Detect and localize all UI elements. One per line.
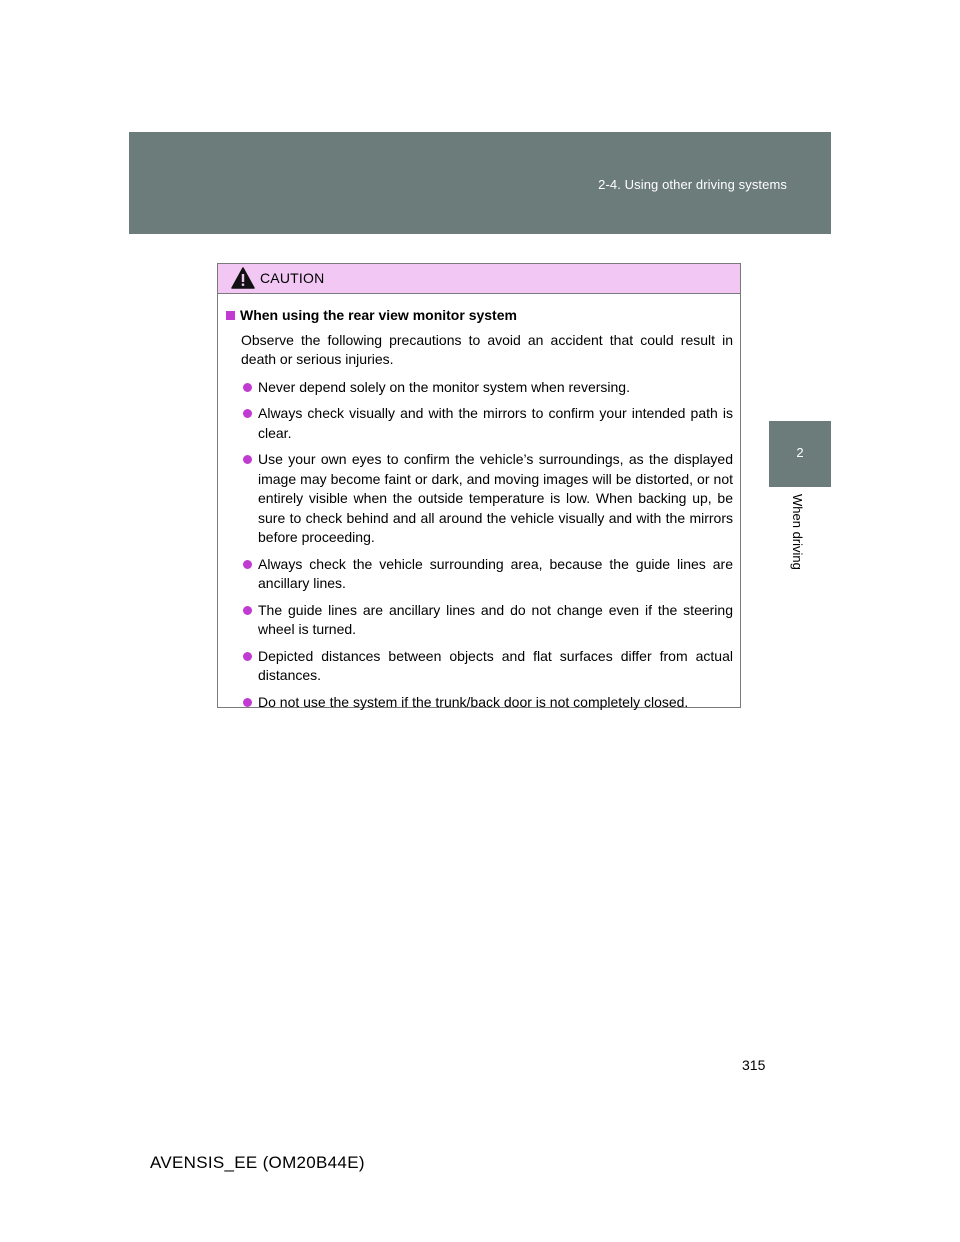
caution-header xyxy=(218,264,740,294)
header-band xyxy=(129,132,831,234)
list-item xyxy=(241,378,733,398)
section-title: 2-4. Using other driving systems xyxy=(598,177,787,192)
bullet-dot-icon xyxy=(243,383,252,392)
chapter-number: 2 xyxy=(796,445,804,460)
page-number: 315 xyxy=(742,1057,766,1073)
list-item-text: Always check visually and with the mirrors to confirm your intended path is clear. xyxy=(258,405,733,441)
list-item xyxy=(241,601,733,640)
list-item xyxy=(241,450,733,548)
bullet-dot-icon xyxy=(243,606,252,615)
chapter-label: When driving xyxy=(790,494,805,570)
chapter-tab xyxy=(769,421,831,487)
list-item-text: Depicted distances between objects and flat surfaces differ from actual distances. xyxy=(258,647,733,683)
list-item-text: Do not use the system if the trunk/back door is not completely closed. xyxy=(258,693,689,710)
bullet-dot-icon xyxy=(243,560,252,569)
intro-text: Observe the following precautions to avoid an accident that could result in death or serious injuries. xyxy=(241,331,733,367)
caution-title: CAUTION xyxy=(260,270,325,286)
bullet-dot-icon xyxy=(243,455,252,464)
manual-code: AVENSIS_EE (OM20B44E) xyxy=(150,1153,365,1172)
caution-body xyxy=(218,294,740,712)
list-item-text: Never depend solely on the monitor system when reversing. xyxy=(258,378,630,395)
caution-box xyxy=(217,263,741,708)
bullet-dot-icon xyxy=(243,698,252,707)
list-item xyxy=(241,555,733,594)
list-item xyxy=(241,404,733,443)
list-item-text: The guide lines are ancillary lines and do not change even if the steering wheel is turned. xyxy=(258,601,733,637)
list-item xyxy=(241,647,733,686)
square-bullet-icon xyxy=(226,311,235,320)
precaution-list xyxy=(226,378,733,713)
bullet-dot-icon xyxy=(243,652,252,661)
section-heading xyxy=(226,306,733,326)
warning-triangle-icon xyxy=(231,267,255,289)
list-item-text: Use your own eyes to confirm the vehicle’s surroundings, as the displayed image may become faint or dark, and moving images will be distorted, or not entirely visible when the outside temperature is low. When backing up, be sure to check behind and all around the vehicle visually and with the mirrors before proceeding. xyxy=(258,451,733,545)
list-item xyxy=(241,693,733,713)
bullet-dot-icon xyxy=(243,409,252,418)
list-item-text: Always check the vehicle surrounding area, because the guide lines are ancillary lines. xyxy=(258,555,733,591)
section-heading-text: When using the rear view monitor system xyxy=(240,307,517,323)
